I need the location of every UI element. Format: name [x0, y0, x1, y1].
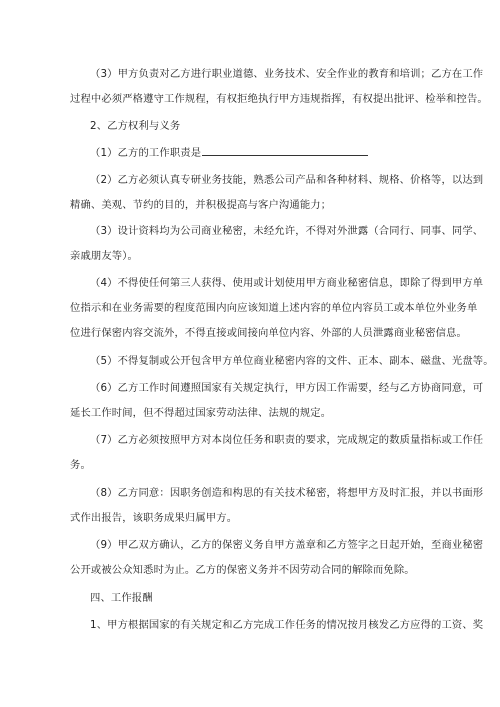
- text-line: （3）甲方负责对乙方进行职业道德、业务技术、安全作业的教育和培训；乙方在工作: [90, 68, 484, 80]
- text-line: 务。: [70, 459, 91, 471]
- paragraph-confidentiality-term: [70, 533, 484, 583]
- text-line: 延长工作时间，但不得超过国家劳动法律、法规的规定。: [70, 407, 332, 419]
- paragraph-inventions: [70, 481, 484, 531]
- paragraph-salary: [70, 613, 484, 638]
- text-line: 亲戚朋友等）。: [70, 250, 138, 262]
- section-heading-party-b-rights: [70, 114, 440, 139]
- section-heading-remuneration: [70, 586, 440, 611]
- text-line: 式作出报告，该职务成果归属甲方。: [70, 512, 238, 524]
- paragraph-training-duty: [70, 62, 488, 112]
- paragraph-working-hours: [70, 376, 484, 426]
- text-line: （3）设计资料均为公司商业秘密，未经允许，不得对外泄露（合同行、同事、同学、: [90, 225, 484, 237]
- text-line: （9）甲乙双方确认，乙方的保密义务自甲方盖章和乙方签字之日起开始，至商业秘密: [90, 539, 484, 551]
- paragraph-design-secrets: [70, 219, 484, 269]
- text-line: （8）乙方同意：因职务创造和构思的有关技术秘密，将想甲方及时汇报，并以书面形: [90, 487, 484, 499]
- text-line: 过程中必须严格遵守工作规程，有权拒绝执行甲方违规指挥，有权提出批评、检举和控告。: [70, 93, 488, 105]
- section-heading: 四、工作报酬: [90, 592, 153, 604]
- text-line: （2）乙方必须认真专研业务技能，熟悉公司产品和各种材料、规格、价格等，以达到: [90, 174, 484, 186]
- text-line: [70, 141, 440, 166]
- text-line: （5）不得复制或公开包含甲方单位商业秘密内容的文件、正本、副本、磁盘、光盘等。: [90, 355, 494, 367]
- text-line: 精确、美观、节约的目的，并积极提高与客户沟通能力；: [70, 199, 332, 211]
- paragraph-third-party: [70, 271, 484, 346]
- paragraph-no-copy: [70, 349, 494, 374]
- job-duty-blank-line: [202, 144, 368, 156]
- text-line: （4）不得使任何第三人获得、使用或计划使用甲方商业秘密信息，即除了得到甲方单: [90, 277, 484, 289]
- paragraph-quality-targets: [70, 428, 484, 478]
- text-line: 位指示和在业务需要的程度范围内向应该知道上述内容的单位内容员工或本单位外业务单: [70, 302, 478, 314]
- text-line: 位进行保密内容交流外，不得直接或间接向单位内容、外部的人员泄露商业秘密信息。: [70, 327, 467, 339]
- paragraph-skills: [70, 168, 484, 218]
- job-duty-label: （1）乙方的工作职责是: [90, 147, 202, 159]
- text-line: 公开或被公众知悉时为止。乙方的保密义务并不因劳动合同的解除而免除。: [70, 564, 415, 576]
- paragraph-job-duty: [70, 141, 440, 166]
- text-line: （6）乙方工作时间遵照国家有关规定执行，甲方因工作需要，经与乙方协商同意，可: [90, 382, 484, 394]
- text-line: 1、甲方根据国家的有关规定和乙方完成工作任务的情况按月核发乙方应得的工资、奖: [90, 619, 484, 631]
- text-line: （7）乙方必须按照甲方对本岗位任务和职责的要求，完成规定的数质量指标或工作任: [90, 434, 484, 446]
- section-heading: 2、乙方权利与义务: [90, 120, 181, 132]
